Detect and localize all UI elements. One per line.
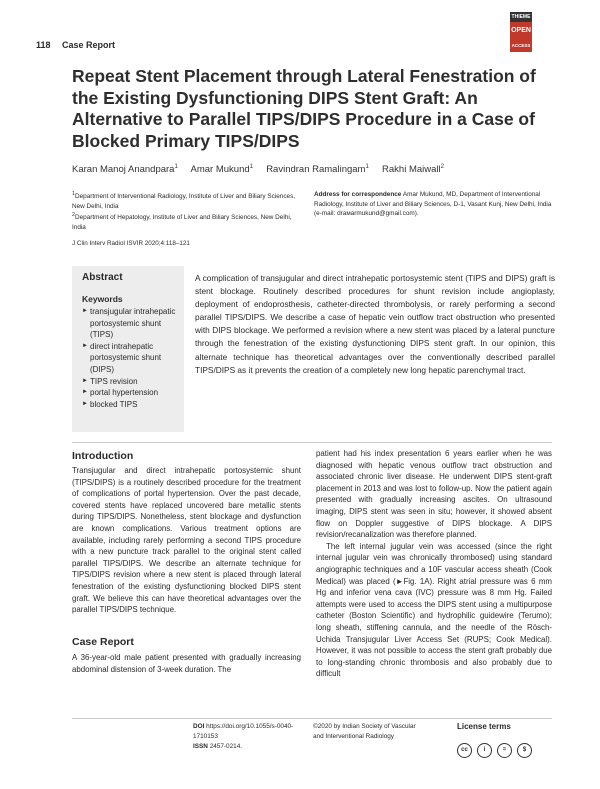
paragraph: patient had his index presentation 6 years earlier when he was diagnosed with hepatic venous outflow tract obstruction and associated chronic liver disease. He underwent DIPS stent-graft placement in 2013 and was lost to follow-up. Now the patient again presented with gradually increasing ascites. On ultrasound imaging, DIPS stent was seen in situ; however, it showed absent flow on Doppler suggestive of DIPS blockage. A DIPS revision/recanalization was therefore planned. [316, 449, 552, 540]
case-report-continued [316, 448, 552, 680]
page-number: 118 [36, 40, 51, 50]
keyword-list [82, 306, 182, 410]
author[interactable]: Ravindran Ramalingam$^1$ [266, 164, 369, 176]
keyword-item: ► TIPS revision [82, 376, 182, 388]
author[interactable]: Rakhi Maiwall$^2$ [382, 164, 444, 176]
section-label: Case Report [62, 40, 116, 50]
affiliation: $^1$Department of Interventional Radiology, Institute of Liver and Biliary Sciences, New Delhi, India [72, 191, 296, 210]
divider [72, 442, 552, 443]
journal-citation: J Clin Interv Radiol ISVIR 2020;4:118–121 [72, 240, 190, 247]
thieme-open-access-logo [510, 12, 532, 58]
correspondence-text: Amar Mukund, MD, Department of Interventional Radiology, Institute of Liver and Biliary Sciences, D-1, Vasant Kunj, New Delhi, India (e-mail: drамarmukund@gmail.com). [314, 191, 552, 218]
cc-icon[interactable]: cc [457, 743, 472, 758]
case-report-heading: Case Report [72, 636, 134, 648]
author[interactable]: Amar Mukund$^1$ [190, 164, 253, 176]
affiliation: $^2$Department of Hepatology, Institute of Liver and Biliary Sciences, New Delhi, India [72, 212, 292, 232]
attribution-icon[interactable]: i [477, 743, 492, 758]
footer-doi: DOI https://doi.org/10.1055/s-0040-1710153 ISSN 2457-0214. [193, 723, 294, 750]
case-report-text: A 36-year-old male patient presented with gradually increasing abdominal distension of 3-week duration. The [72, 653, 301, 674]
keywords-heading: Keywords [82, 294, 123, 304]
logo-line-open: OPEN [510, 22, 532, 40]
paragraph: The left internal jugular vein was accessed (since the right internal jugular vein was chronically thrombosed) using standard angiographic techniques and a 10F vascular access sheath (Cook Medical) was placed (►Fig. 1A). Right atrial pressure was 6 mm Hg and inferior vena cava (IVC) pressure was 8 mm Hg. Failed attempts were used to access the DIPS stent using a multipurpose catheter (Boston Scientific) and hydrophilic guidewire (Terumo); long sheath, stiffening cannula, and the needle of the Rösch-Uchida Transjugular Liver Access Set (RUPS; Cook Medical). However, it was not possible to access the stent graft probably due to long-standing chronic thrombosis and also probably due to difficult [316, 541, 552, 679]
abstract-heading: Abstract [82, 272, 123, 283]
author[interactable]: Karan Manoj Anandpara$^1$ [72, 164, 178, 176]
logo-line-thieme: THIEME [511, 14, 531, 20]
license-icons [457, 738, 537, 758]
logo-line-access: ACCESS [510, 40, 532, 52]
correspondence-label: Address for correspondence [314, 191, 402, 198]
license-heading: License terms [457, 722, 511, 731]
keyword-item: ► portal hypertension [82, 387, 182, 399]
correspondence [314, 190, 552, 219]
no-derivatives-icon[interactable]: = [497, 743, 512, 758]
article-title: Repeat Stent Placement through Lateral Fenestration of the Existing Dysfunctioning DIPS Stent Graft: An Alternative to Parallel TIPS/DIPS Procedure in a Case of Blocked Primary TIPS/DIPS [72, 66, 536, 151]
abstract-text: A complication of transjugular and direct intrahepatic portosystemic stent (TIPS and DIPS) graft is stent blockage. Routinely described procedures for shunt revision include angioplasty, deployment of endoprosthesis, catheter-directed thrombolysis, or rarely performing a second parallel TIPS/DIPS. We describe a case of hepatic vein outflow tract obstruction who presented with DIPS blockage. We performed a revision where a new stent was placed by a lateral puncture through the fenestration of the existing dysfunctioning DIPS stent graft. In our opinion, this alternate technique has theoretical advantages over the conventionally described parallel TIPS/DIPS as it prevents the creation of a completely new long hepatic parenchymal tract. [195, 273, 555, 375]
keyword-item: ► transjugular intrahepatic portosystemic shunt (TIPS) [82, 306, 182, 341]
affiliations [72, 190, 300, 233]
noncommercial-icon[interactable]: $ [517, 743, 532, 758]
keyword-item: ► blocked TIPS [82, 399, 182, 411]
footer-divider [72, 718, 552, 719]
author-list [72, 164, 444, 175]
introduction-heading: Introduction [72, 450, 134, 462]
doi-link[interactable]: https://doi.org/10.1055/s-0040-1710153 [193, 723, 294, 740]
keyword-item: ► direct intrahepatic portosystemic shunt (DIPS) [82, 341, 182, 376]
introduction-text: Transjugular and direct intrahepatic portosystemic shunt (TIPS/DIPS) is a routinely described procedure for the treatment of complications of portal hypertension. Over the past decade, covered stents have replaced uncovered bare metallic stents during TIPS/DIPS. Nonetheless, stent blockage and dysfunction are known complications. Various treatment options are available, including rarely performing a second TIPS procedure with a new puncture track parallel to the original stent called parallel TIPS/DIPS. We describe an alternate technique for TIPS/DIPS revision where a new stent is placed through lateral fenestration of the existing dysfunctioning blocked DIPS stent graft. We believe this can have theoretical advantages over the parallel TIPS/DIPS technique. [72, 466, 301, 615]
footer-copyright: ©2020 by Indian Society of Vascular and Interventional Radiology [313, 723, 416, 740]
